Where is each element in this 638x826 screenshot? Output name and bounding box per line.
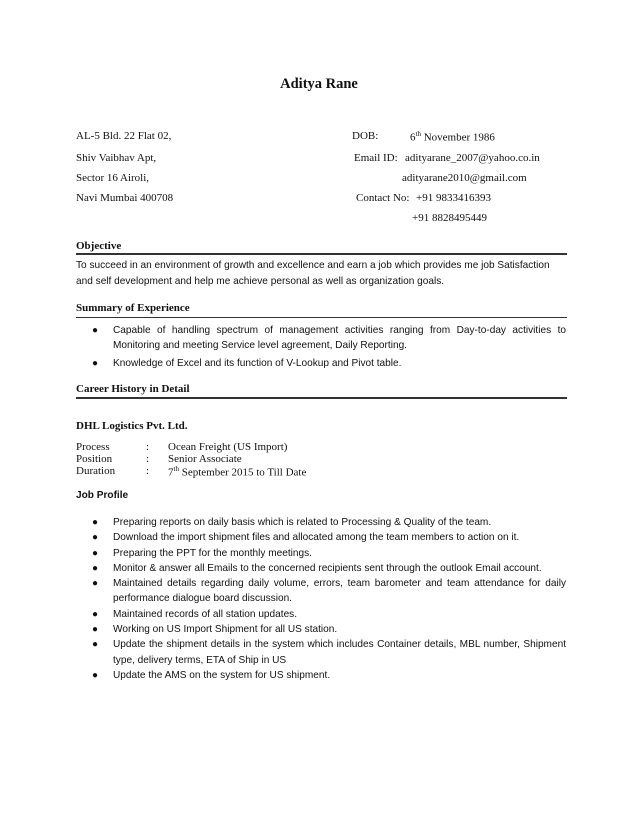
phone-1: +91 9833416393 (416, 192, 491, 204)
career-divider (76, 397, 567, 399)
job-profile-list (76, 515, 566, 683)
bullet-icon: ● (92, 562, 99, 574)
list-item: ● Knowledge of Excel and its function of V-Lookup and Pivot table. (76, 356, 566, 371)
address-line-1: AL-5 Bld. 22 Flat 02, (76, 130, 172, 142)
bullet-icon: ● (92, 532, 99, 544)
detail-label-position: Position (76, 453, 113, 465)
company-name: DHL Logistics Pvt. Ltd. (76, 420, 188, 432)
bullet-icon: ● (92, 624, 99, 636)
bullet-icon: ● (92, 517, 99, 528)
detail-value-duration: 7th September 2015 to Till Date (168, 465, 307, 479)
list-item: ● Capable of handling spectrum of management activities ranging from Day-to-day activities to Monitoring and meeting Service level agreement, Daily Reporting. (92, 325, 566, 352)
bullet-icon: ● (92, 578, 99, 590)
list-item: ● Preparing the PPT for the monthly meetings. (76, 546, 566, 561)
dob-value: 6th November 1986 (410, 130, 495, 144)
objective-heading: Objective (76, 240, 122, 252)
summary-heading: Summary of Experience (76, 302, 190, 314)
detail-label-process: Process (76, 441, 110, 453)
email-label: Email ID: (354, 152, 398, 164)
list-item: ● Download the import shipment files and allocated among the team members to action on it. (76, 530, 566, 545)
career-heading: Career History in Detail (76, 383, 190, 395)
phone-2: +91 8828495449 (412, 212, 487, 224)
detail-value-process: Ocean Freight (US Import) (168, 441, 288, 453)
objective-text: To succeed in an environment of growth and excellence and earn a job which provides me job Satisfaction and self development and help me achieve personal as well as organization goals. (76, 260, 550, 287)
list-item: ● Update the shipment details in the system which includes Container details, MBL number, Shipment type, delivery terms, ETA of Ship in US (92, 639, 566, 666)
address-line-3: Sector 16 Airoli, (76, 172, 150, 184)
objective-divider (76, 253, 567, 255)
list-item: ● Update the AMS on the system for US shipment. (76, 668, 566, 683)
list-item: ● Preparing reports on daily basis which is related to Processing & Quality of the team. (76, 515, 566, 530)
job-profile-heading: Job Profile (76, 490, 129, 501)
address-line-2: Shiv Vaibhav Apt, (76, 152, 157, 164)
list-item: ● Working on US Import Shipment for all US station. (76, 622, 566, 637)
detail-value-position: Senior Associate (168, 453, 242, 465)
resume-name: Aditya Rane (280, 76, 358, 92)
detail-colon: : (146, 465, 150, 477)
detail-label-duration: Duration (76, 465, 116, 477)
bullet-icon: ● (92, 608, 99, 620)
detail-colon: : (146, 441, 150, 453)
bullet-icon: ● (92, 547, 99, 559)
email-1: adityarane_2007@yahoo.co.in (405, 152, 540, 164)
bullet-icon: ● (92, 639, 99, 651)
list-item: ● Maintained details regarding daily volume, errors, team barometer and team attendance for daily performance dialogue board discussion. (92, 578, 566, 605)
detail-colon: : (146, 453, 150, 465)
bullet-icon: ● (92, 325, 99, 336)
list-item: ● Monitor & answer all Emails to the concerned recipients sent through the outlook Email account. (76, 561, 566, 576)
summary-list (76, 323, 566, 371)
bullet-icon: ● (92, 357, 99, 369)
bullet-icon: ● (92, 669, 99, 681)
summary-divider (76, 317, 567, 319)
address-line-4: Navi Mumbai 400708 (76, 192, 174, 204)
email-2: adityarane2010@gmail.com (402, 172, 527, 184)
contact-label: Contact No: (356, 192, 410, 204)
dob-label: DOB: (352, 130, 379, 142)
list-item: ● Maintained records of all station updates. (76, 607, 566, 622)
